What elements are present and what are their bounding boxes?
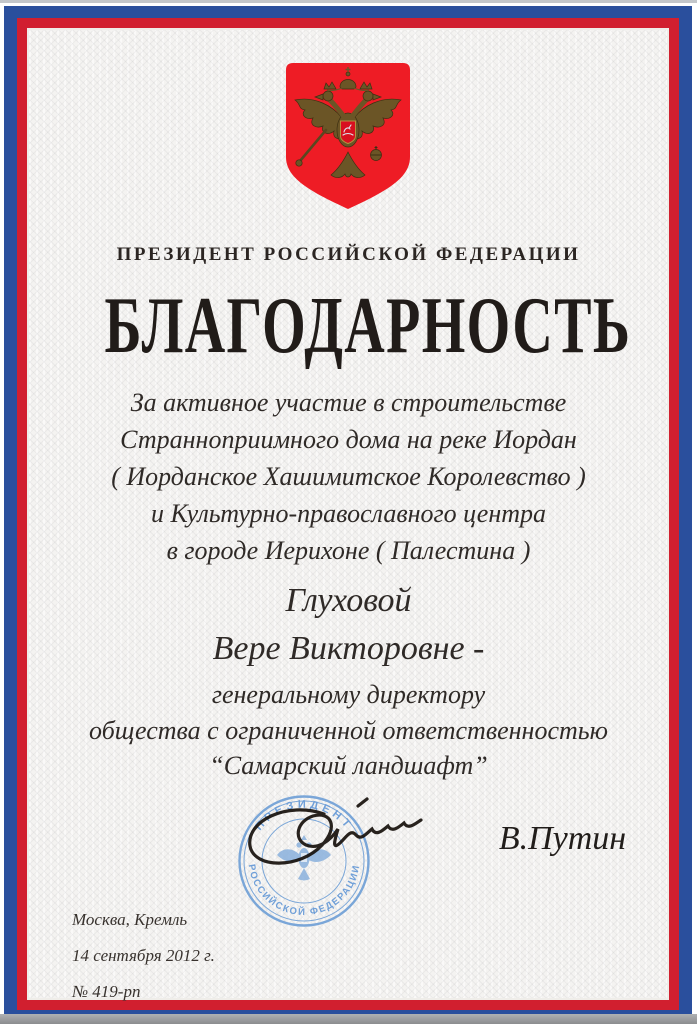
position-line: общества с ограниченной ответственностью — [89, 715, 608, 745]
footer-place: Москва, Кремль — [72, 910, 188, 929]
citation-line: За активное участие в строительстве — [130, 388, 567, 417]
citation-line: ( Иорданское Хашимитское Королевство ) — [111, 462, 586, 491]
seal-top-text: ПРЕЗИДЕНТ — [252, 798, 356, 833]
recipient-block — [0, 577, 697, 673]
putin-signature-scrawl — [232, 797, 442, 877]
letterhead-president-of-russia: ПРЕЗИДЕНТ РОССИЙСКОЙ ФЕДЕРАЦИИ — [116, 244, 581, 265]
citation-line: Странноприимного дома на реке Иордан — [120, 425, 577, 454]
scan-edge-bottom — [0, 1014, 697, 1024]
scan-edge-top — [0, 0, 697, 3]
citation-line: в городе Иерихоне ( Палестина ) — [166, 536, 531, 565]
russia-coat-of-arms-icon — [283, 60, 413, 212]
footer-document-number: № 419-рп — [72, 982, 141, 1001]
position-line: генеральному директору — [211, 680, 486, 709]
company-name: “Самарский ландшафт” — [209, 751, 488, 780]
footer-block — [72, 910, 215, 1018]
citation-block — [0, 384, 697, 784]
seal-bottom-text: РОССИЙСКОЙ ФЕДЕРАЦИИ — [245, 863, 363, 919]
certificate-title: БЛАГОДАРНОСТЬ — [104, 282, 632, 370]
recipient-surname: Глуховой — [285, 582, 412, 619]
footer-date: 14 сентября 2012 г. — [72, 946, 215, 965]
recipient-name-patronymic: Вере Викторовне - — [212, 630, 485, 667]
recipient-position-block — [0, 677, 697, 784]
signature-printed-name: В.Путин — [498, 820, 627, 857]
citation-line: и Культурно-православного центра — [150, 499, 547, 528]
